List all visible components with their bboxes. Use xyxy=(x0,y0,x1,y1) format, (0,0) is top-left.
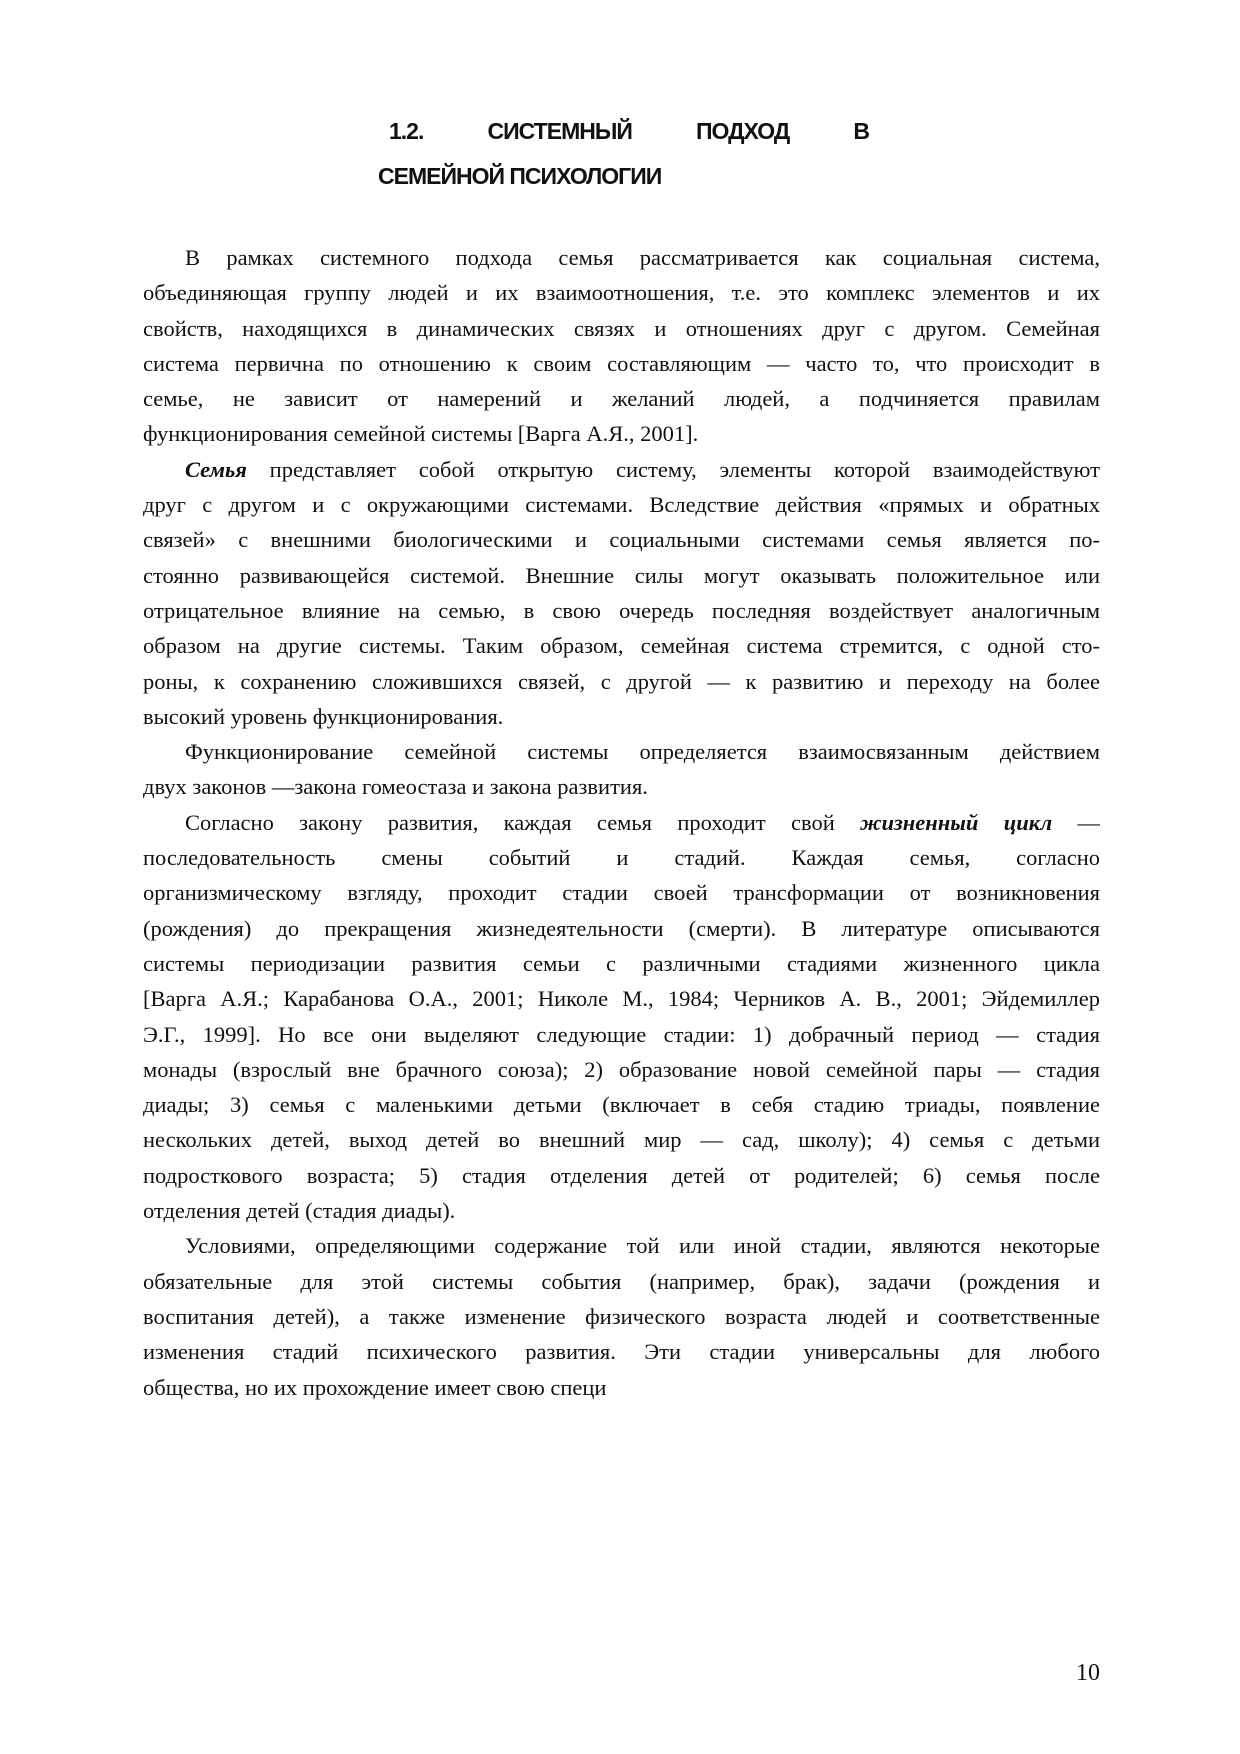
text-line xyxy=(143,452,1100,487)
heading-word: ПОДХОД xyxy=(696,118,790,144)
paragraph xyxy=(143,734,1100,805)
text-line: функционирования семейной системы [Варга А.Я., 2001]. xyxy=(143,421,699,447)
text-line: системы периодизации развития семьи с различными стадиями жизненного цикла xyxy=(143,950,1100,976)
text-line: Условиями, определяющими содержание той или иной стадии, являются некоторые xyxy=(185,1233,1100,1259)
text-line: диады; 3) семья с маленькими детьми (включает в себя стадию триады, появление xyxy=(143,1092,1100,1118)
paragraph xyxy=(143,452,1100,734)
paragraph xyxy=(143,240,1100,452)
text-line: [Варга А.Я.; Карабанова О.А., 2001; Николе М., 1984; Черников А. В., 2001; Эйдемиллер xyxy=(143,986,1100,1012)
text-line: связей» с внешними биологическими и социальными системами семья является по- xyxy=(143,527,1100,553)
heading-word: 1.2. xyxy=(389,118,424,144)
text-line: семье, не зависит от намерений и желаний людей, а подчиняется правилам xyxy=(143,386,1100,412)
section-heading-line1 xyxy=(389,118,869,145)
text-line: отделения детей (стадия диады). xyxy=(143,1198,456,1224)
text-line: стоянно развивающейся системой. Внешние силы могут оказывать положительное или xyxy=(143,562,1100,588)
emphasized-term: жизненный цикл xyxy=(860,809,1053,835)
text-line: образом на другие системы. Таким образом, семейная система стремится, с одной сто- xyxy=(143,633,1100,659)
text-line: В рамках системного подхода семья рассматривается как социальная система, xyxy=(185,245,1100,270)
text-line: подросткового возраста; 5) стадия отделения детей от родителей; 6) семья после xyxy=(143,1162,1100,1188)
text-run: — xyxy=(1052,809,1100,835)
text-line xyxy=(143,805,1100,840)
text-line: изменения стадий психического развития. Эти стадии универсальны для любого xyxy=(143,1339,1100,1365)
text-line: двух законов —закона гомеостаза и закона развития. xyxy=(143,774,648,800)
text-line: общества, но их прохождение имеет свою специ xyxy=(143,1374,607,1400)
text-line: воспитания детей), а также изменение физического возраста людей и соответственные xyxy=(143,1303,1100,1329)
text-line: организмическому взгляду, проходит стадии своей трансформации от возникновения xyxy=(143,880,1100,906)
text-line: объединяющая группу людей и их взаимоотношения, т.е. это комплекс элементов и их xyxy=(143,280,1100,306)
text-line: свойств, находящихся в динамических связях и отношениях друг с другом. Семейная xyxy=(143,315,1100,341)
text-line: последовательность смены событий и стадий. Каждая семья, согласно xyxy=(143,845,1100,871)
text-line: нескольких детей, выход детей во внешний мир — сад, школу); 4) семья с детьми xyxy=(143,1127,1100,1153)
section-heading-line2: СЕМЕЙНОЙ ПСИХОЛОГИИ xyxy=(378,163,662,189)
body-text xyxy=(143,240,1100,1405)
text-line: друг с другом и с окружающими системами. Вследствие действия «прямых и обратных xyxy=(143,492,1100,518)
text-line: монады (взрослый вне брачного союза); 2) образование новой семейной пары — стадия xyxy=(143,1056,1100,1082)
text-line: обязательные для этой системы события (например, брак), задачи (рождения и xyxy=(143,1268,1100,1294)
heading-word: В xyxy=(853,118,869,144)
text-line: Э.Г., 1999]. Но все они выделяют следующие стадии: 1) добрачный период — стадия xyxy=(143,1021,1100,1047)
text-run: Согласно закону развития, каждая семья проходит свой xyxy=(185,809,861,835)
text-line: Функционирование семейной системы определяется взаимосвязанным действием xyxy=(185,739,1100,765)
heading-word: СИСТЕМНЫЙ xyxy=(487,118,632,144)
paragraph xyxy=(143,805,1100,1229)
text-line: отрицательное влияние на семью, в свою очередь последняя воздействует аналогичным xyxy=(143,597,1100,623)
emphasized-term: Семья xyxy=(185,456,247,482)
text-line: роны, к сохранению сложившихся связей, с другой — к развитию и переходу на более xyxy=(143,668,1100,694)
text-line: (рождения) до прекращения жизнедеятельности (смерти). В литературе описываются xyxy=(143,915,1100,941)
text-line: система первична по отношению к своим составляющим — часто то, что происходит в xyxy=(143,350,1100,376)
text-line: высокий уровень функционирования. xyxy=(143,703,504,729)
page-number: 10 xyxy=(1076,1660,1100,1686)
paragraph xyxy=(143,1228,1100,1404)
text-run: представляет собой открытую систему, элементы которой взаимодействуют xyxy=(246,456,1100,482)
